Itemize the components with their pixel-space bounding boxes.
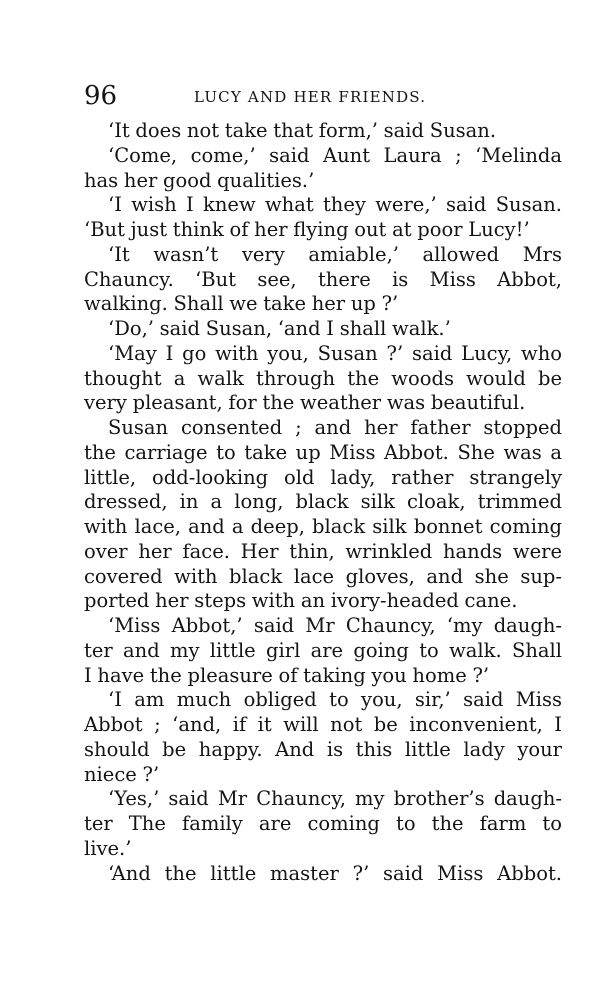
text-line: ‘It does not take that form,’ said Susan.	[108, 119, 497, 142]
text-line: thought a walk through the woods would be	[84, 366, 562, 390]
text-line: ‘Yes,’ said Mr Chauncy, my brother’s daugh-	[108, 787, 562, 811]
text-line: ‘Do,’ said Susan, ‘and I shall walk.’	[108, 317, 451, 340]
text-line: ter The family are coming to the farm to	[84, 812, 562, 835]
text-line: ‘It wasn’t very amiable,’ allowed Mrs	[108, 242, 562, 266]
text-line: ‘But just think of her flying out at poor Lucy!’	[84, 218, 530, 241]
text-line: ‘I wish I knew what they were,’ said Susan.	[108, 193, 562, 217]
text-line: has her good qualities.’	[84, 168, 315, 192]
text-line: Susan consented ; and her father stopped	[108, 416, 562, 439]
text-line: ‘May I go with you, Susan ?’ said Lucy, who	[108, 341, 562, 365]
text-line: very pleasant, for the weather was beautiful.	[84, 391, 526, 415]
text-line: Abbot ; ‘and, if it will not be inconvenient, I	[84, 713, 562, 736]
page-header	[84, 78, 562, 114]
text-line: ‘Come, come,’ said Aunt Laura ; ‘Melinda	[108, 143, 562, 167]
running-head: LUCY AND HER FRIENDS.	[194, 88, 427, 106]
text-line: the carriage to take up Miss Abbot. She was a	[84, 440, 562, 464]
text-line: Chauncy. ‘But see, there is Miss Abbot,	[84, 267, 562, 291]
body-text	[84, 119, 562, 886]
page-number: 96	[84, 81, 118, 111]
text-line: ‘I am much obliged to you, sir,’ said Miss	[108, 688, 562, 712]
text-line: covered with black lace gloves, and she sup-	[84, 564, 562, 588]
text-line: with lace, and a deep, black silk bonnet coming	[84, 515, 562, 538]
text-line: should be happy. And is this little lady your	[84, 737, 562, 761]
text-line: dressed, in a long, black silk cloak, trimmed	[84, 490, 562, 514]
text-line: ter and my little girl are going to walk. Shall	[84, 638, 562, 662]
text-line: ‘And the little master ?’ said Miss Abbot.	[108, 861, 562, 885]
text-line: over her face. Her thin, wrinkled hands were	[84, 539, 562, 563]
text-line: ported her steps with an ivory-headed cane.	[84, 589, 518, 613]
text-line: walking. Shall we take her up ?’	[84, 292, 399, 316]
text-line: niece ?’	[84, 762, 160, 786]
text-line: little, odd-looking old lady, rather strangely	[84, 465, 562, 489]
text-line: I have the pleasure of taking you home ?’	[84, 663, 490, 687]
text-line: live.’	[84, 836, 132, 860]
text-line: ‘Miss Abbot,’ said Mr Chauncy, ‘my daugh-	[108, 614, 562, 637]
